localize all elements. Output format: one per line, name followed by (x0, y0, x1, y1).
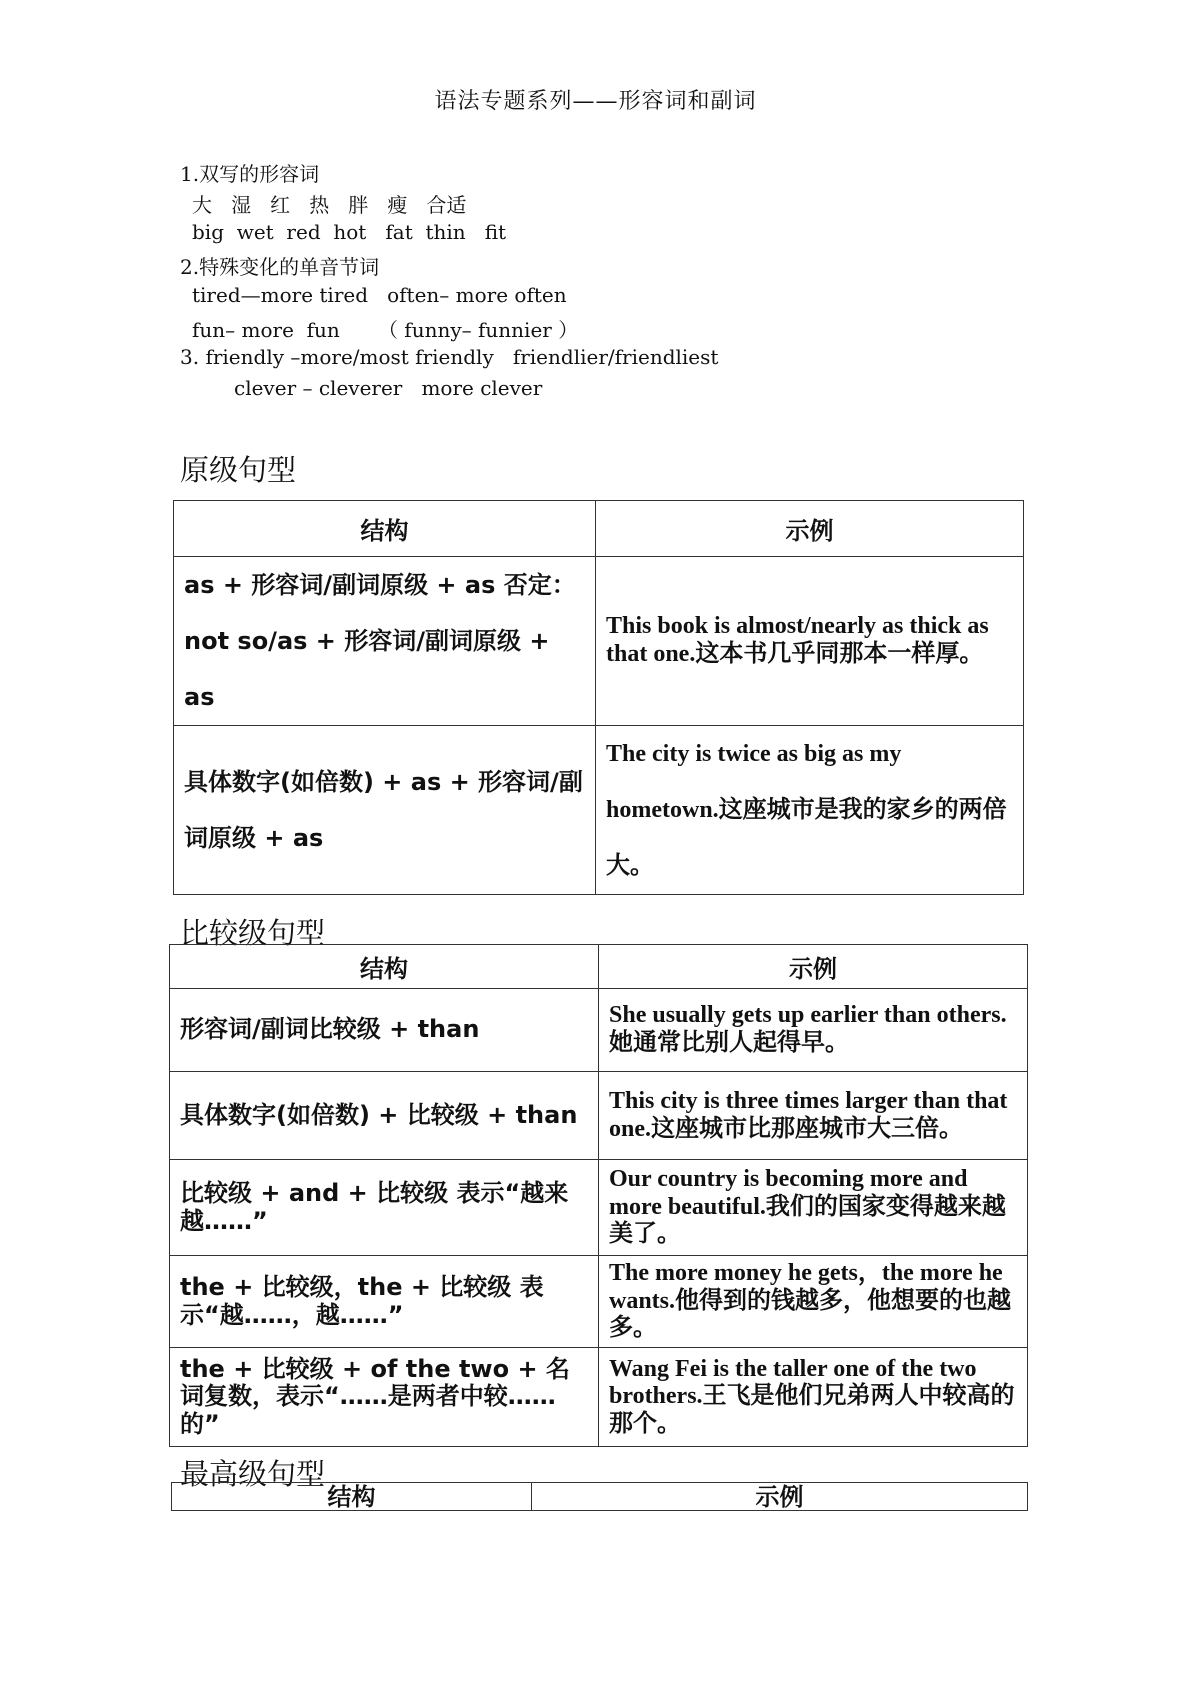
column-header-structure: 结构 (170, 945, 599, 989)
note-chinese-words: 大 湿 红 热 胖 瘦 合适 (192, 193, 467, 217)
example-cell: Our country is becoming more and more beautiful.我们的国家变得越来越美了。 (599, 1160, 1028, 1256)
example-cell: The city is twice as big as my hometown.这座城市是我的家乡的两倍大。 (596, 726, 1024, 895)
superlative-heading: 最高级句型 (180, 1457, 326, 1491)
structure-cell: as + 形容词/副词原级 + as 否定：not so/as + 形容词/副词原级 + as (174, 557, 596, 726)
example-cell: The more money he gets，the more he wants.他得到的钱越多，他想要的也越多。 (599, 1256, 1028, 1348)
structure-cell: 形容词/副词比较级 + than (170, 989, 599, 1072)
structure-cell: 具体数字(如倍数) + as + 形容词/副词原级 + as (174, 726, 596, 895)
table-row (170, 1072, 1028, 1160)
structure-cell: 具体数字(如倍数) + 比较级 + than (170, 1072, 599, 1160)
note-heading-special: 2.特殊变化的单音节词 (180, 255, 380, 279)
note-heading-doubling: 1.双写的形容词 (180, 162, 320, 186)
table-header-row (170, 945, 1028, 989)
table-header-row (174, 501, 1024, 557)
positive-heading: 原级句型 (180, 453, 297, 487)
comparative-heading: 比较级句型 (180, 916, 326, 950)
table-row (170, 1160, 1028, 1256)
comparative-table (169, 944, 1028, 1447)
positive-table (173, 500, 1024, 895)
column-header-example: 示例 (596, 501, 1024, 557)
table-row (174, 557, 1024, 726)
note-english-words: big wet red hot fat thin fit (192, 220, 507, 244)
column-header-example: 示例 (599, 945, 1028, 989)
table-row (170, 1256, 1028, 1348)
column-header-structure: 结构 (174, 501, 596, 557)
example-cell: Wang Fei is the taller one of the two brothers.王飞是他们兄弟两人中较高的那个。 (599, 1348, 1028, 1447)
structure-cell: the + 比较级，the + 比较级 表示“越……，越……” (170, 1256, 599, 1348)
note-line-clever: clever – cleverer more clever (234, 376, 543, 400)
table-header-row (172, 1483, 1028, 1511)
superlative-table (171, 1482, 1028, 1511)
column-header-example: 示例 (532, 1483, 1028, 1511)
structure-cell: the + 比较级 + of the two + 名词复数，表示“……是两者中较……的” (170, 1348, 599, 1447)
note-line-friendly: 3. friendly –more/most friendly friendlier/friendliest (180, 345, 719, 369)
note-line-tired: tired—more tired often– more often (192, 283, 567, 307)
example-cell: This city is three times larger than that one.这座城市比那座城市大三倍。 (599, 1072, 1028, 1160)
structure-cell: 比较级 + and + 比较级 表示“越来越……” (170, 1160, 599, 1256)
column-header-structure: 结构 (172, 1483, 532, 1511)
example-cell: This book is almost/nearly as thick as that one.这本书几乎同那本一样厚。 (596, 557, 1024, 726)
note-line-fun: fun– more fun （ funny– funnier ） (192, 318, 579, 342)
table-row (170, 1348, 1028, 1447)
example-cell: She usually gets up earlier than others.她通常比别人起得早。 (599, 989, 1028, 1072)
table-row (170, 989, 1028, 1072)
page-title: 语法专题系列——形容词和副词 (434, 89, 757, 114)
table-row (174, 726, 1024, 895)
